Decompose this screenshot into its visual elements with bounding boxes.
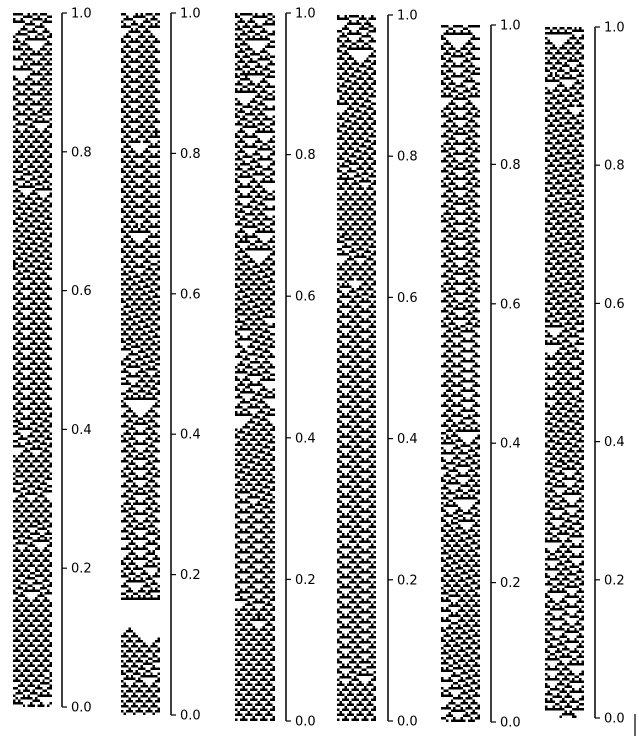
y-tick-label: 1.0 [500,18,521,34]
y-tick-label: 0.4 [71,422,92,438]
panel-2 [121,7,201,724]
y-tick-label: 0.0 [180,708,201,724]
y-tick-label: 0.4 [500,436,521,452]
y-tick-label: 0.6 [180,287,201,303]
y-tick-label: 0.2 [500,576,521,592]
pattern-cells [441,25,480,722]
pattern-cells [13,13,52,707]
y-tick-label: 1.0 [295,6,316,22]
y-tick-label: 0.0 [295,714,316,730]
y-tick-label: 0.2 [180,568,201,584]
y-tick-label: 1.0 [397,8,418,24]
y-tick-label: 0.4 [397,432,418,448]
y-tick-label: 0.4 [604,435,625,451]
y-tick-label: 0.2 [295,572,316,588]
y-tick-label: 1.0 [604,20,625,36]
pattern-strip [337,15,376,721]
y-tick-label: 0.8 [71,145,92,161]
y-tick-label: 0.8 [180,146,201,162]
y-tick-label: 0.0 [71,700,92,716]
pattern-cells [121,13,160,715]
pattern-cells [337,15,376,721]
pattern-strip [441,25,480,722]
y-tick-label: 0.6 [500,297,521,313]
y-tick-label: 0.4 [295,431,316,447]
y-tick-label: 1.0 [71,6,92,22]
y-tick-label: 0.6 [71,284,92,300]
pattern-strip [13,13,52,707]
y-tick-label: 0.6 [295,289,316,305]
y-tick-label: 0.0 [397,714,418,730]
y-tick-label: 0.4 [180,427,201,443]
y-tick-label: 0.2 [397,573,418,589]
y-tick-label: 0.2 [71,561,92,577]
pattern-strip [545,27,584,718]
panel-3 [235,7,316,730]
panel-5 [441,19,521,731]
y-tick-label: 0.8 [295,148,316,164]
pattern-strip [235,13,275,721]
y-tick-label: 0.6 [604,296,625,312]
pattern-strip [121,13,160,715]
y-tick-label: 0.0 [604,711,625,727]
y-tick-label: 1.0 [180,6,201,22]
y-tick-label: 0.8 [500,157,521,173]
panel-1 [13,7,92,716]
y-tick-label: 0.2 [604,573,625,589]
pattern-cells [235,13,275,721]
y-tick-label: 0.8 [604,158,625,174]
panel-4 [337,9,418,730]
y-tick-label: 0.0 [500,715,521,731]
y-tick-label: 0.6 [397,290,418,306]
panel-6 [545,21,625,727]
pattern-cells [545,27,584,718]
y-tick-label: 0.8 [397,149,418,165]
